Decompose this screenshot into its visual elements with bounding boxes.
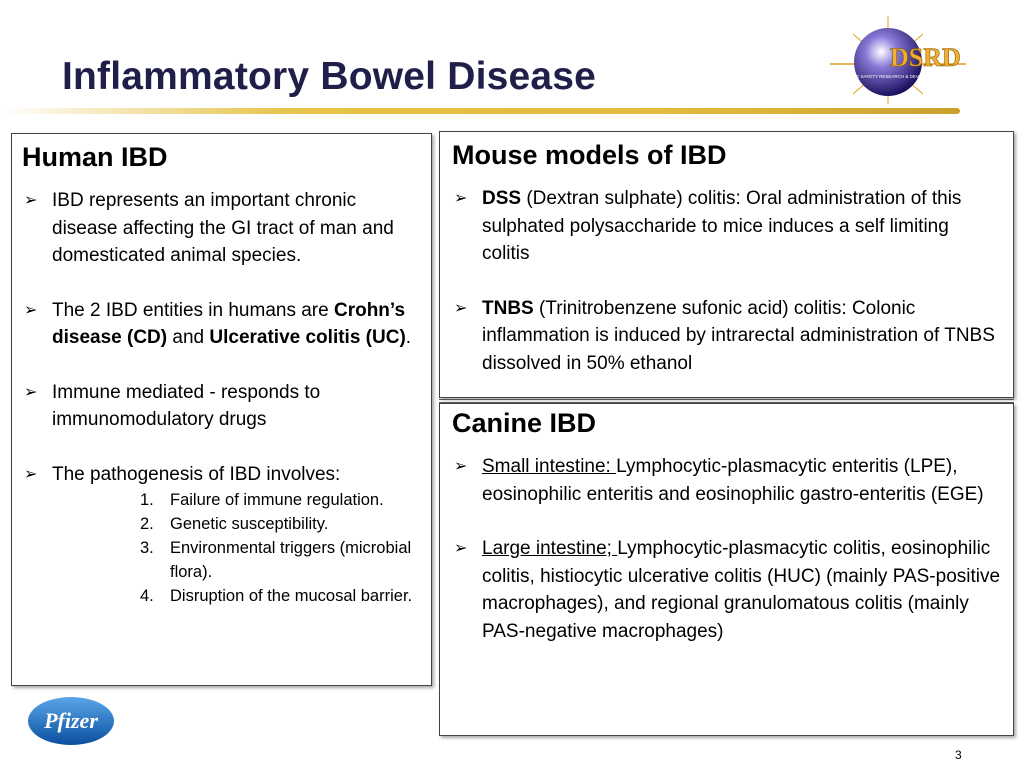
canine-ibd-panel [439, 403, 1014, 736]
ulcerative-colitis-term: Ulcerative colitis (UC) [209, 327, 406, 348]
bullet-text: (Dextran sulphate) colitis: Oral administration of this sulphated polysaccharide to mice induces a self limiting colitis [482, 188, 962, 264]
list-number: 2. [140, 515, 154, 533]
list-item [22, 461, 421, 489]
page-number: 3 [955, 748, 962, 762]
page-title: Inflammatory Bowel Disease [62, 55, 597, 98]
list-number: 4. [140, 587, 154, 605]
dsrd-logo-text: DSRD [890, 43, 961, 72]
arrow-bullet-icon: ➢ [454, 190, 468, 207]
list-item [452, 535, 1001, 645]
list-item [22, 379, 421, 434]
list-number: 1. [140, 491, 154, 509]
tnbs-term: TNBS [482, 297, 534, 319]
bullet-text: The pathogenesis of IBD involves: [52, 463, 341, 485]
mouse-models-panel [439, 131, 1014, 398]
bullet-text: The 2 IBD entities in humans are [52, 299, 334, 321]
list-item [22, 536, 421, 584]
list-text: Environmental triggers (microbial flora). [170, 539, 412, 581]
pfizer-logo-text: Pfizer [44, 708, 98, 733]
arrow-bullet-icon: ➢ [24, 383, 38, 401]
pfizer-logo [26, 693, 116, 749]
bullet-text: Lymphocytic-plasmacytic colitis, eosinophilic colitis, histiocytic ulcerative colitis (HUC) (mainly PAS-positive macrophages), and regional granulomatous colitis (mainly PAS-negative macrophages) [482, 538, 1001, 642]
pathogenesis-list [22, 488, 421, 608]
arrow-bullet-icon: ➢ [454, 299, 468, 317]
human-ibd-panel [11, 133, 432, 686]
list-item [22, 512, 421, 536]
list-item [22, 187, 421, 270]
small-intestine-term: Small intestine: [482, 456, 617, 477]
list-text: Genetic susceptibility. [170, 515, 329, 533]
list-item [452, 185, 1001, 268]
bullet-text: Immune mediated - responds to immunomodulatory drugs [52, 381, 321, 430]
dss-term: DSS [482, 188, 522, 209]
canine-ibd-heading: Canine IBD [452, 408, 597, 438]
list-item [452, 295, 1001, 378]
arrow-bullet-icon: ➢ [454, 458, 468, 475]
list-text: Disruption of the mucosal barrier. [170, 587, 413, 605]
list-text: Failure of immune regulation. [170, 491, 384, 509]
crohns-disease-term: Crohn’s disease (CD) [52, 299, 406, 348]
bullet-text: IBD represents an important chronic disease affecting the GI tract of man and domesticated animal species. [52, 190, 394, 266]
divider [439, 399, 1014, 400]
bullet-text: . [405, 327, 412, 348]
dsrd-logo-subtitle: DRUG SAFETY RESEARCH & DEVELOPMENT [846, 74, 944, 79]
large-intestine-term: Large intestine; [482, 538, 618, 559]
list-number: 3. [140, 539, 154, 557]
list-item [22, 584, 421, 608]
bullet-text: Lymphocytic-plasmacytic enteritis (LPE), eosinophilic enteritis and eosinophilic gastro-enteritis (EGE) [482, 456, 984, 505]
bullet-text: (Trinitrobenzene sufonic acid) colitis: Colonic inflammation is induced by intrarectal administration of TNBS dissolved in 50% ethanol [482, 297, 995, 374]
title-underline [0, 108, 960, 114]
arrow-bullet-icon: ➢ [24, 465, 38, 483]
list-item [22, 297, 421, 352]
list-item [452, 453, 1001, 508]
mouse-models-heading: Mouse models of IBD [452, 140, 727, 170]
human-ibd-heading: Human IBD [22, 142, 168, 172]
arrow-bullet-icon: ➢ [24, 301, 38, 319]
arrow-bullet-icon: ➢ [454, 540, 468, 557]
list-item [22, 488, 421, 512]
arrow-bullet-icon: ➢ [24, 192, 38, 209]
dsrd-logo [828, 14, 968, 106]
bullet-text: and [167, 327, 210, 348]
